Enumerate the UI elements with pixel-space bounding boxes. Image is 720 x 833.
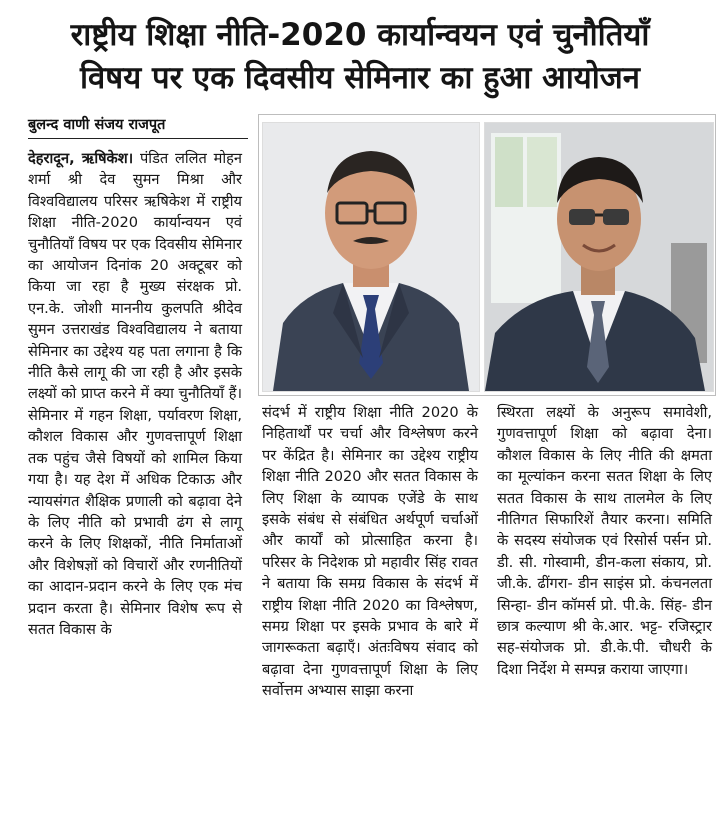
clipped-previous-line xyxy=(0,0,720,10)
article-column-1 xyxy=(28,148,242,640)
portrait-left-illustration xyxy=(263,123,479,391)
dateline: देहरादून, ऋषिकेश। xyxy=(28,150,134,167)
headline-line-1: राष्ट्रीय शिक्षा नीति-2020 कार्यान्वयन एवं चुनौतियाँ xyxy=(70,17,650,53)
article-column-3 xyxy=(497,402,712,680)
headline-line-2: विषय पर एक दिवसीय सेमिनार का हुआ आयोजन xyxy=(80,60,640,96)
portrait-photo-left xyxy=(262,122,480,392)
column-3-text: स्थिरता लक्ष्यों के अनुरूप समावेशी, गुणवत्तापूर्ण शिक्षा को बढ़ावा देना। कौशल विकास के लिए नीति की क्षमता का मूल्यांकन करना सतत शिक्षा के लिए सतत विकास के साथ तालमेल के लिए नीतिगत सिफारिशें तैयार करना। समिति के सदस्य संयोजक एवं रिसोर्स पर्सन प्रो. डी. सी. गोस्वामी, डीन-कला संकाय, प्रो. जी.के. ढींगरा- डीन साइंस प्रो. कंचनलता सिन्हा- डीन कॉमर्स प्रो. पी.के. सिंह- डीन छात्र कल्याण श्री के.आर. भट्ट- रजिस्ट्रार सह-संयोजक प्रो. डी.के.पी. चौधरी के दिशा निर्देश मे सम्पन्न कराया जाएगा। xyxy=(497,404,712,678)
column-1-text: पंडित ललित मोहन शर्मा श्री देव सुमन मिश्रा और विश्वविद्यालय परिसर ऋषिकेश में राष्ट्रीय शिक्षा नीति-2020 कार्यान्वयन एवं चुनौतियाँ विषय पर एक दिवसीय सेमिनार का आयोजन दिनांक 20 अक्टूबर को किया जा रहा है मुख्य संरक्षक प्रो. एन.के. जोशी माननीय कुलपति श्रीदेव सुमन उत्तराखंड विश्वविद्यालय ने बताया सेमिनार का उद्देश्य यह पता लगाना है कि नीति कैसे लागू की जा रही है और इसके लक्ष्यों को प्राप्त करने में क्या चुनौतियाँ हैं। सेमिनार में गहन शिक्षा, पर्यावरण शिक्षा, कौशल विकास और गुणवत्तापूर्ण शिक्षा तक पहुंच जैसे विषयों को शामिल किया गया है। यह देश में अधिक टिकाऊ और न्यायसंगत शैक्षिक प्रणाली को बढ़ावा देने के लिए नीति को प्रभावी ढंग से लागू करने के लिए शिक्षकों, नीति निर्माताओं और विशेषज्ञों को विचारों और रणनीतियों का आदान-प्रदान करने के लिए एक मंच प्रदान करता है। सेमिनार विशेष रूप से सतत विकास के xyxy=(28,150,243,638)
portrait-right-illustration xyxy=(485,123,713,391)
article-column-2 xyxy=(262,402,478,702)
portrait-photo-right xyxy=(484,122,714,392)
byline: बुलन्द वाणी संजय राजपूत xyxy=(28,115,248,139)
headline xyxy=(10,14,710,100)
column-2-text: संदर्भ में राष्ट्रीय शिक्षा नीति 2020 के निहितार्थों पर चर्चा और विश्लेषण करने पर केंद्रित है। सेमिनार का उद्देश्य राष्ट्रीय शिक्षा नीति 2020 और सतत विकास के लिए शिक्षा के व्यापक एजेंडे के साथ इसके संबंध से संबंधित अर्थपूर्ण चर्चाओं और कार्यों को प्रोत्साहित करना है। परिसर के निदेशक प्रो महावीर सिंह रावत ने बताया कि समग्र विकास के संदर्भ में राष्ट्रीय शिक्षा नीति 2020 का विश्लेषण, समग्र शिक्षा पर इसके प्रभाव के बारे में जागरूकता बढ़ाएँ। अंतःविषय संवाद को बढ़ावा देना गुणवत्तापूर्ण शिक्षा के लिए सर्वोत्तम अभ्यास साझा करना xyxy=(262,404,478,700)
